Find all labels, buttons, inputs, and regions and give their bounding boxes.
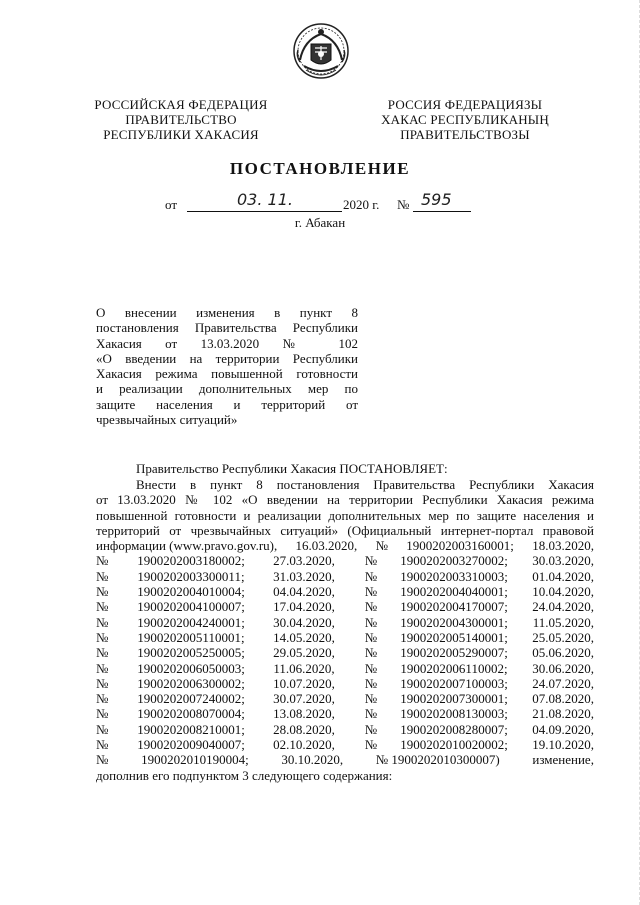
registry-cell: 28.08.2020, (273, 721, 335, 737)
registry-cell: 11.06.2020, (273, 660, 335, 676)
registry-cell: 1900202005110001; (137, 629, 245, 645)
header-right-line: ПРАВИТЕЛЬСТВОЗЫ (400, 127, 530, 142)
registry-cell: 1900202003180002; (137, 553, 245, 569)
registry-cell: 1900202007300001; (400, 691, 508, 707)
body-line-token: 18.03.2020, (532, 538, 594, 554)
registry-cell: № (96, 629, 109, 645)
registry-cell: 1900202008070004; (137, 706, 245, 722)
city-label: г. Абакан (294, 215, 346, 230)
registry-cell: 13.08.2020, (273, 706, 335, 722)
registry-cell: 1900202004240001; (137, 614, 245, 630)
year-label: 2020 г. (343, 197, 380, 212)
registry-cell: 1900202005140001; (400, 629, 508, 645)
registry-cell: 11.05.2020, (532, 614, 594, 630)
body-line-token: № 1900202010300007) (375, 752, 500, 768)
registry-cell: 1900202004170007; (400, 599, 508, 615)
registry-cell: 27.03.2020, (273, 553, 335, 569)
registry-cell: 30.06.2020, (532, 660, 594, 676)
body-line-text: от 13.03.2020 № 102 «О введении на территории Республики Хакасия режима (96, 492, 594, 508)
body-line-token: 1900202003160001; (406, 538, 514, 554)
date-number-line (165, 190, 485, 217)
body-line-token: изменение, (532, 752, 594, 768)
registry-cell: № (364, 629, 378, 645)
registry-cell: № (364, 584, 378, 600)
subject-line: «О введении на территории Республики (96, 350, 358, 366)
body-line (96, 492, 594, 507)
registry-cell: № (96, 675, 109, 691)
registry-cell: № (96, 584, 109, 600)
registry-cell: 1900202004100007; (137, 599, 245, 615)
registry-cell: 01.04.2020, (532, 568, 594, 584)
registry-cell: 1900202004300001; (400, 614, 508, 630)
registry-cell: № (364, 737, 378, 753)
registry-cell: № (96, 660, 109, 676)
header-left-line: ПРАВИТЕЛЬСТВО (125, 112, 237, 127)
registry-cell: 21.08.2020, (532, 706, 594, 722)
registry-cell: 1900202005250005; (137, 645, 245, 661)
registry-cell: 1900202005290007; (400, 645, 508, 661)
registry-cell: 1900202003310003; (400, 568, 508, 584)
body-line-token: 30.10.2020, (281, 752, 344, 768)
registry-cell: 04.09.2020, (532, 721, 594, 737)
handwritten-date: 03. 11. (237, 190, 293, 209)
body-line (96, 752, 594, 767)
subject-line: О внесении изменения в пункт 8 (96, 305, 358, 320)
registry-cell: № (364, 599, 378, 615)
registry-cell: № (364, 660, 378, 676)
registry-cell: 1900202008130003; (400, 706, 508, 722)
registry-cell: 10.04.2020, (532, 584, 594, 600)
subject-line: постановления Правительства Республики (96, 320, 358, 336)
registry-cell: 31.03.2020, (273, 568, 335, 584)
body-line-token: № (96, 752, 109, 768)
registry-cell: № (96, 568, 109, 584)
header-left-line: РЕСПУБЛИКИ ХАКАСИЯ (103, 127, 259, 142)
registry-cell: 19.10.2020, (532, 737, 594, 753)
body-line-text: повышенной готовности и реализации дополнительных мер по защите населения и (96, 507, 594, 523)
subject-line: защите населения и территорий от (96, 396, 358, 412)
registry-cell: 07.08.2020, (532, 691, 594, 707)
registry-cell: № (96, 645, 109, 661)
registry-cell: 24.07.2020, (532, 675, 594, 691)
body-line-token: 1900202010190004; (141, 752, 249, 768)
registry-cell: 1900202003270002; (400, 553, 508, 569)
registry-cell: 1900202008210001; (137, 721, 245, 737)
registry-cell: 1900202006110002; (400, 660, 508, 676)
registry-cell: № (364, 568, 378, 584)
registry-cell: 30.04.2020, (273, 614, 335, 630)
body-line (96, 477, 594, 492)
body-line-text: Внести в пункт 8 постановления Правительства Республики Хакасия (136, 477, 594, 492)
registry-table (96, 553, 594, 752)
body-line: дополнив его подпунктом 3 следующего содержания: (96, 767, 393, 783)
subject-line: и реализации дополнительных мер по (96, 381, 358, 397)
number-underline (413, 211, 471, 212)
registry-cell: 1900202003300011; (137, 568, 245, 584)
registry-cell: 04.04.2020, (273, 584, 335, 600)
registry-cell: № (96, 614, 109, 630)
registry-cell: 24.04.2020, (532, 599, 594, 615)
registry-cell: 30.07.2020, (273, 691, 335, 707)
registry-cell: 17.04.2020, (273, 599, 335, 615)
registry-cell: 1900202006050003; (137, 660, 245, 676)
decree-statement: Правительство Республики Хакасия ПОСТАНОВЛЯЕТ: (136, 461, 448, 476)
registry-cell: 02.10.2020, (273, 737, 335, 753)
registry-cell: № (96, 706, 109, 722)
subject-line: Хакасия режима повышенной готовности (96, 366, 358, 382)
registry-cell: № (96, 737, 109, 753)
registry-cell: 30.03.2020, (532, 553, 594, 569)
registry-cell: № (364, 675, 378, 691)
registry-cell: № (364, 721, 378, 737)
date-underline (187, 211, 342, 212)
document-title: ПОСТАНОВЛЕНИЕ (229, 159, 411, 178)
registry-cell: 25.05.2020, (532, 629, 594, 645)
handwritten-number: 595 (421, 190, 452, 209)
registry-cell: № (364, 553, 378, 569)
registry-cell: 1900202004010004; (137, 584, 245, 600)
header-right-khakas (370, 97, 560, 142)
registry-cell: № (364, 645, 378, 661)
registry-cell: 1900202004040001; (400, 584, 508, 600)
header-left-ru (86, 97, 276, 142)
registry-cell: 1900202007240002; (137, 691, 245, 707)
body-line (96, 508, 594, 523)
registry-cell: 10.07.2020, (273, 675, 335, 691)
registry-cell: 05.06.2020, (532, 645, 594, 661)
registry-cell: 1900202009040007; (137, 737, 245, 753)
coat-of-arms-emblem (292, 20, 350, 82)
header-right-line: ХАКАС РЕСПУБЛИКАНЫҢ (381, 112, 549, 127)
registry-cell: 29.05.2020, (273, 645, 335, 661)
registry-cell: № (96, 721, 109, 737)
registry-cell: № (96, 599, 109, 615)
registry-cell: № (364, 614, 378, 630)
registry-cell: 1900202008280007; (400, 721, 508, 737)
registry-cell: № (364, 691, 378, 707)
number-label: № (397, 197, 410, 212)
body-line-token: 16.03.2020, (295, 538, 358, 554)
body-line-token: информации (www.pravo.gov.ru), (96, 538, 278, 554)
body-line (96, 523, 594, 538)
registry-cell: № (96, 691, 109, 707)
registry-cell: № (96, 553, 109, 569)
subject-block (96, 305, 358, 427)
body-text (96, 477, 594, 783)
registry-cell: 1900202007100003; (400, 675, 508, 691)
header-left-line: РОССИЙСКАЯ ФЕДЕРАЦИЯ (94, 97, 268, 112)
body-line-text: территорий от чрезвычайных ситуаций» (Официальный интернет-портал правовой (96, 522, 594, 538)
subject-line: чрезвычайных ситуаций» (96, 412, 238, 428)
body-line-token: № (375, 538, 388, 554)
registry-cell: 1900202010020002; (400, 737, 508, 753)
registry-cell: 14.05.2020, (273, 629, 335, 645)
subject-line: Хакасия от 13.03.2020 № 102 (96, 335, 358, 351)
date-prefix: от (165, 197, 178, 212)
header-right-line: РОССИЯ ФЕДЕРАЦИЯЗЫ (387, 97, 543, 112)
registry-cell: 1900202006300002; (137, 675, 245, 691)
registry-cell: № (364, 706, 378, 722)
body-line (96, 538, 594, 553)
